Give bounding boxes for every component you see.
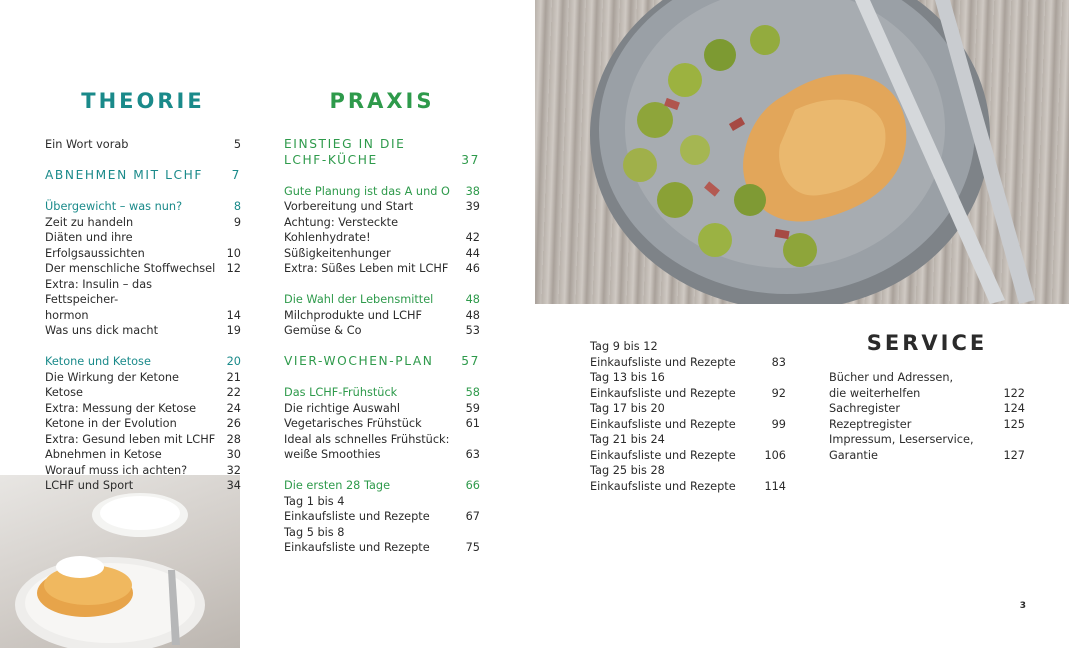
toc-entry-page: 22	[226, 386, 241, 399]
toc-entry	[45, 137, 241, 153]
toc-entry	[45, 230, 241, 261]
toc-entry-page: 26	[226, 417, 241, 430]
toc-entry	[829, 401, 1025, 417]
toc-entry	[590, 417, 786, 433]
toc-entry	[590, 432, 786, 448]
toc-spacer	[45, 153, 241, 169]
toc-entry-title: Das LCHF-Frühstück	[284, 386, 398, 399]
toc-entry-title: Ketone und Ketose	[45, 355, 151, 368]
toc-entry-page: 124	[1003, 402, 1025, 415]
toc-entry-page: 48	[465, 293, 480, 306]
toc-entry-title: Einkaufsliste und Rezepte	[590, 448, 736, 462]
toc-entry-page: 19	[226, 324, 241, 337]
toc-entry	[45, 168, 241, 184]
toc-entry	[45, 323, 241, 339]
toc-entry-title: Ketose	[45, 386, 83, 399]
toc-entry-page: 12	[226, 262, 241, 275]
toc-entry	[45, 308, 241, 324]
toc-entry-title: Sachregister	[829, 402, 901, 415]
heading-praxis: PRAXIS	[329, 89, 435, 113]
toc-service	[829, 370, 1025, 463]
toc-spacer	[45, 339, 241, 355]
toc-entry-page: 21	[226, 370, 241, 384]
food-photo-illustration	[0, 475, 240, 648]
toc-entry-page: 30	[226, 448, 241, 461]
toc-entry	[284, 199, 480, 215]
toc-entry	[45, 463, 241, 479]
toc-entry	[284, 153, 480, 169]
toc-entry	[590, 370, 786, 386]
toc-entry	[284, 494, 480, 510]
toc-entry-page: 42	[465, 231, 480, 244]
toc-entry	[829, 417, 1025, 433]
toc-entry-page: 10	[226, 246, 241, 260]
toc-entry-page: 59	[465, 401, 480, 415]
toc-entry	[284, 323, 480, 339]
toc-entry	[45, 416, 241, 432]
toc-entry-page: 122	[1003, 386, 1025, 400]
toc-entry-page: 99	[771, 417, 786, 431]
toc-entry-title: Ein Wort vorab	[45, 138, 129, 151]
toc-entry	[45, 401, 241, 417]
toc-entry-page: 48	[465, 308, 480, 322]
toc-entry-page: 5	[233, 138, 241, 151]
toc-entry-title: Einkaufsliste und Rezepte	[590, 386, 736, 400]
toc-spacer	[284, 277, 480, 293]
toc-entry-title: Abnehmen in Ketose	[45, 448, 162, 461]
toc-entry-page: 20	[226, 355, 241, 368]
toc-entry-title: Worauf muss ich achten?	[45, 463, 188, 477]
toc-entry-title: Gemüse & Co	[284, 324, 362, 337]
toc-entry	[45, 385, 241, 401]
toc-entry-title: hormon	[45, 308, 89, 322]
toc-entry-title: Einkaufsliste und Rezepte	[590, 479, 736, 493]
toc-entry-page: 63	[465, 448, 480, 461]
toc-entry-title: Extra: Messung der Ketose	[45, 401, 197, 415]
toc-entry-title: Extra: Süßes Leben mit LCHF	[284, 262, 449, 275]
toc-entry-title: Extra: Gesund leben mit LCHF	[45, 432, 216, 446]
toc-entry-page: 32	[226, 463, 241, 477]
toc-entry	[284, 261, 480, 277]
toc-entry-title: Impressum, Leserservice, Garantie	[829, 433, 974, 462]
toc-entry-page: 38	[465, 184, 480, 198]
toc-entry-title: Die Wirkung der Ketone	[45, 370, 179, 384]
toc-entry	[45, 447, 241, 463]
toc-entry	[284, 525, 480, 541]
food-photo-pancakes	[0, 475, 240, 648]
toc-entry-title: Was uns dick macht	[45, 324, 159, 337]
toc-entry	[829, 432, 1025, 463]
toc-entry	[45, 261, 241, 277]
toc-entry	[284, 385, 480, 401]
toc-entry	[284, 308, 480, 324]
food-photo-schnitzel-brussels-sprouts	[535, 0, 1069, 304]
heading-theorie: THEORIE	[81, 89, 205, 113]
toc-entry-title: Gute Planung ist das A und O	[284, 184, 450, 198]
toc-entry-page: 67	[465, 510, 480, 523]
toc-entry	[284, 230, 480, 246]
toc-entry-page: 57	[461, 354, 480, 368]
toc-entry-title: VIER-WOCHEN-PLAN	[284, 354, 434, 368]
toc-entry-title: Ideal als schnelles Frühstück:	[284, 432, 450, 446]
toc-entry-title: Einkaufsliste und Rezepte	[284, 541, 430, 554]
food-photo-illustration	[535, 0, 1069, 304]
toc-entry-title: Zeit zu handeln	[45, 215, 134, 229]
toc-entry-title: Einkaufsliste und Rezepte	[590, 417, 736, 431]
toc-entry-title: Der menschliche Stoffwechsel	[45, 262, 216, 275]
toc-entry-title: Bücher und Adressen,	[829, 371, 954, 384]
toc-entry-title: LCHF und Sport	[45, 479, 134, 492]
page-number: 3	[1019, 601, 1026, 611]
toc-entry	[284, 401, 480, 417]
toc-entry	[829, 370, 1025, 386]
toc-entry-title: die weiterhelfen	[829, 386, 921, 400]
toc-entry	[284, 432, 480, 448]
toc-entry-title: Extra: Insulin – das Fettspeicher-	[45, 277, 153, 306]
toc-entry	[45, 370, 241, 386]
toc-entry-title: Diäten und ihre Erfolgsaussichten	[45, 231, 145, 260]
toc-entry-page: 37	[461, 152, 480, 167]
toc-entry-title: Kohlenhydrate!	[284, 231, 371, 244]
toc-entry-title: Einkaufsliste und Rezepte	[284, 510, 430, 523]
toc-entry-title: Achtung: Versteckte	[284, 215, 399, 229]
toc-entry-page: 9	[233, 215, 241, 229]
toc-entry	[284, 509, 480, 525]
toc-entry-page: 75	[465, 541, 480, 554]
toc-entry-page: 61	[465, 417, 480, 430]
toc-entry	[45, 432, 241, 448]
toc-entry	[284, 292, 480, 308]
toc-entry	[284, 246, 480, 262]
toc-entry-page: 53	[465, 324, 480, 337]
toc-entry-title: Tag 21 bis 24	[590, 433, 665, 446]
toc-entry-title: Tag 17 bis 20	[590, 402, 665, 415]
toc-entry	[284, 478, 480, 494]
toc-entry-page: 127	[1003, 448, 1025, 462]
toc-entry-page: 66	[465, 479, 480, 492]
toc-entry-page: 125	[1003, 417, 1025, 431]
toc-entry-page: 34	[226, 479, 241, 492]
toc-spacer	[284, 370, 480, 386]
toc-entry-page: 83	[771, 355, 786, 369]
toc-entry-title: Die Wahl der Lebensmittel	[284, 293, 434, 306]
toc-entry-title: LCHF-KÜCHE	[284, 152, 378, 167]
toc-entry-title: Ketone in der Evolution	[45, 417, 177, 430]
toc-entry	[590, 448, 786, 464]
toc-entry-title: Vegetarisches Frühstück	[284, 417, 422, 430]
toc-entry-title: weiße Smoothies	[284, 448, 381, 461]
toc-entry-page: 7	[231, 168, 241, 182]
toc-entry-page: 114	[764, 479, 786, 493]
toc-praxis	[284, 137, 480, 556]
toc-entry	[45, 277, 241, 308]
heading-service: SERVICE	[866, 331, 988, 355]
toc-entry	[590, 355, 786, 371]
toc-entry	[45, 478, 241, 494]
toc-spacer	[284, 168, 480, 184]
toc-entry-page: 106	[764, 448, 786, 462]
toc-entry-title: Milchprodukte und LCHF	[284, 308, 422, 322]
toc-entry-title: Rezeptregister	[829, 417, 912, 431]
toc-entry	[590, 463, 786, 479]
toc-entry-page: 46	[465, 262, 480, 275]
toc-entry-page: 8	[233, 200, 241, 213]
toc-entry-title: Die richtige Auswahl	[284, 401, 401, 415]
toc-entry	[590, 479, 786, 495]
toc-entry	[829, 386, 1025, 402]
toc-entry-title: Tag 25 bis 28	[590, 464, 665, 477]
toc-entry	[284, 137, 480, 153]
toc-entry	[590, 401, 786, 417]
toc-entry	[284, 354, 480, 370]
toc-entry-title: Tag 9 bis 12	[590, 340, 658, 353]
toc-entry-page: 24	[226, 401, 241, 415]
toc-entry	[45, 215, 241, 231]
toc-praxis-continued	[590, 339, 786, 494]
toc-entry	[590, 386, 786, 402]
toc-entry	[284, 215, 480, 231]
toc-entry	[45, 354, 241, 370]
toc-entry-title: Vorbereitung und Start	[284, 200, 414, 213]
toc-entry-title: Übergewicht – was nun?	[45, 200, 183, 213]
toc-entry-page: 92	[771, 386, 786, 400]
toc-entry-title: ABNEHMEN MIT LCHF	[45, 168, 203, 182]
toc-entry	[284, 416, 480, 432]
toc-theorie	[45, 137, 241, 494]
toc-entry-page: 58	[465, 386, 480, 399]
toc-entry-title: Die ersten 28 Tage	[284, 479, 391, 492]
toc-spacer	[284, 463, 480, 479]
toc-spacer	[284, 339, 480, 355]
toc-entry-title: Tag 1 bis 4	[284, 494, 345, 508]
toc-entry-title: EINSTIEG IN DIE	[284, 137, 406, 151]
toc-entry-title: Süßigkeitenhunger	[284, 246, 391, 260]
toc-entry-page: 44	[465, 246, 480, 260]
toc-entry-title: Einkaufsliste und Rezepte	[590, 355, 736, 369]
toc-entry-page: 39	[465, 200, 480, 213]
toc-entry-title: Tag 13 bis 16	[590, 371, 665, 384]
toc-spacer	[45, 184, 241, 200]
toc-entry-title: Tag 5 bis 8	[284, 525, 345, 539]
toc-entry-page: 28	[226, 432, 241, 446]
toc-entry	[284, 540, 480, 556]
toc-entry-page: 14	[226, 308, 241, 322]
toc-entry	[45, 199, 241, 215]
toc-entry	[284, 447, 480, 463]
toc-entry	[284, 184, 480, 200]
toc-entry	[590, 339, 786, 355]
